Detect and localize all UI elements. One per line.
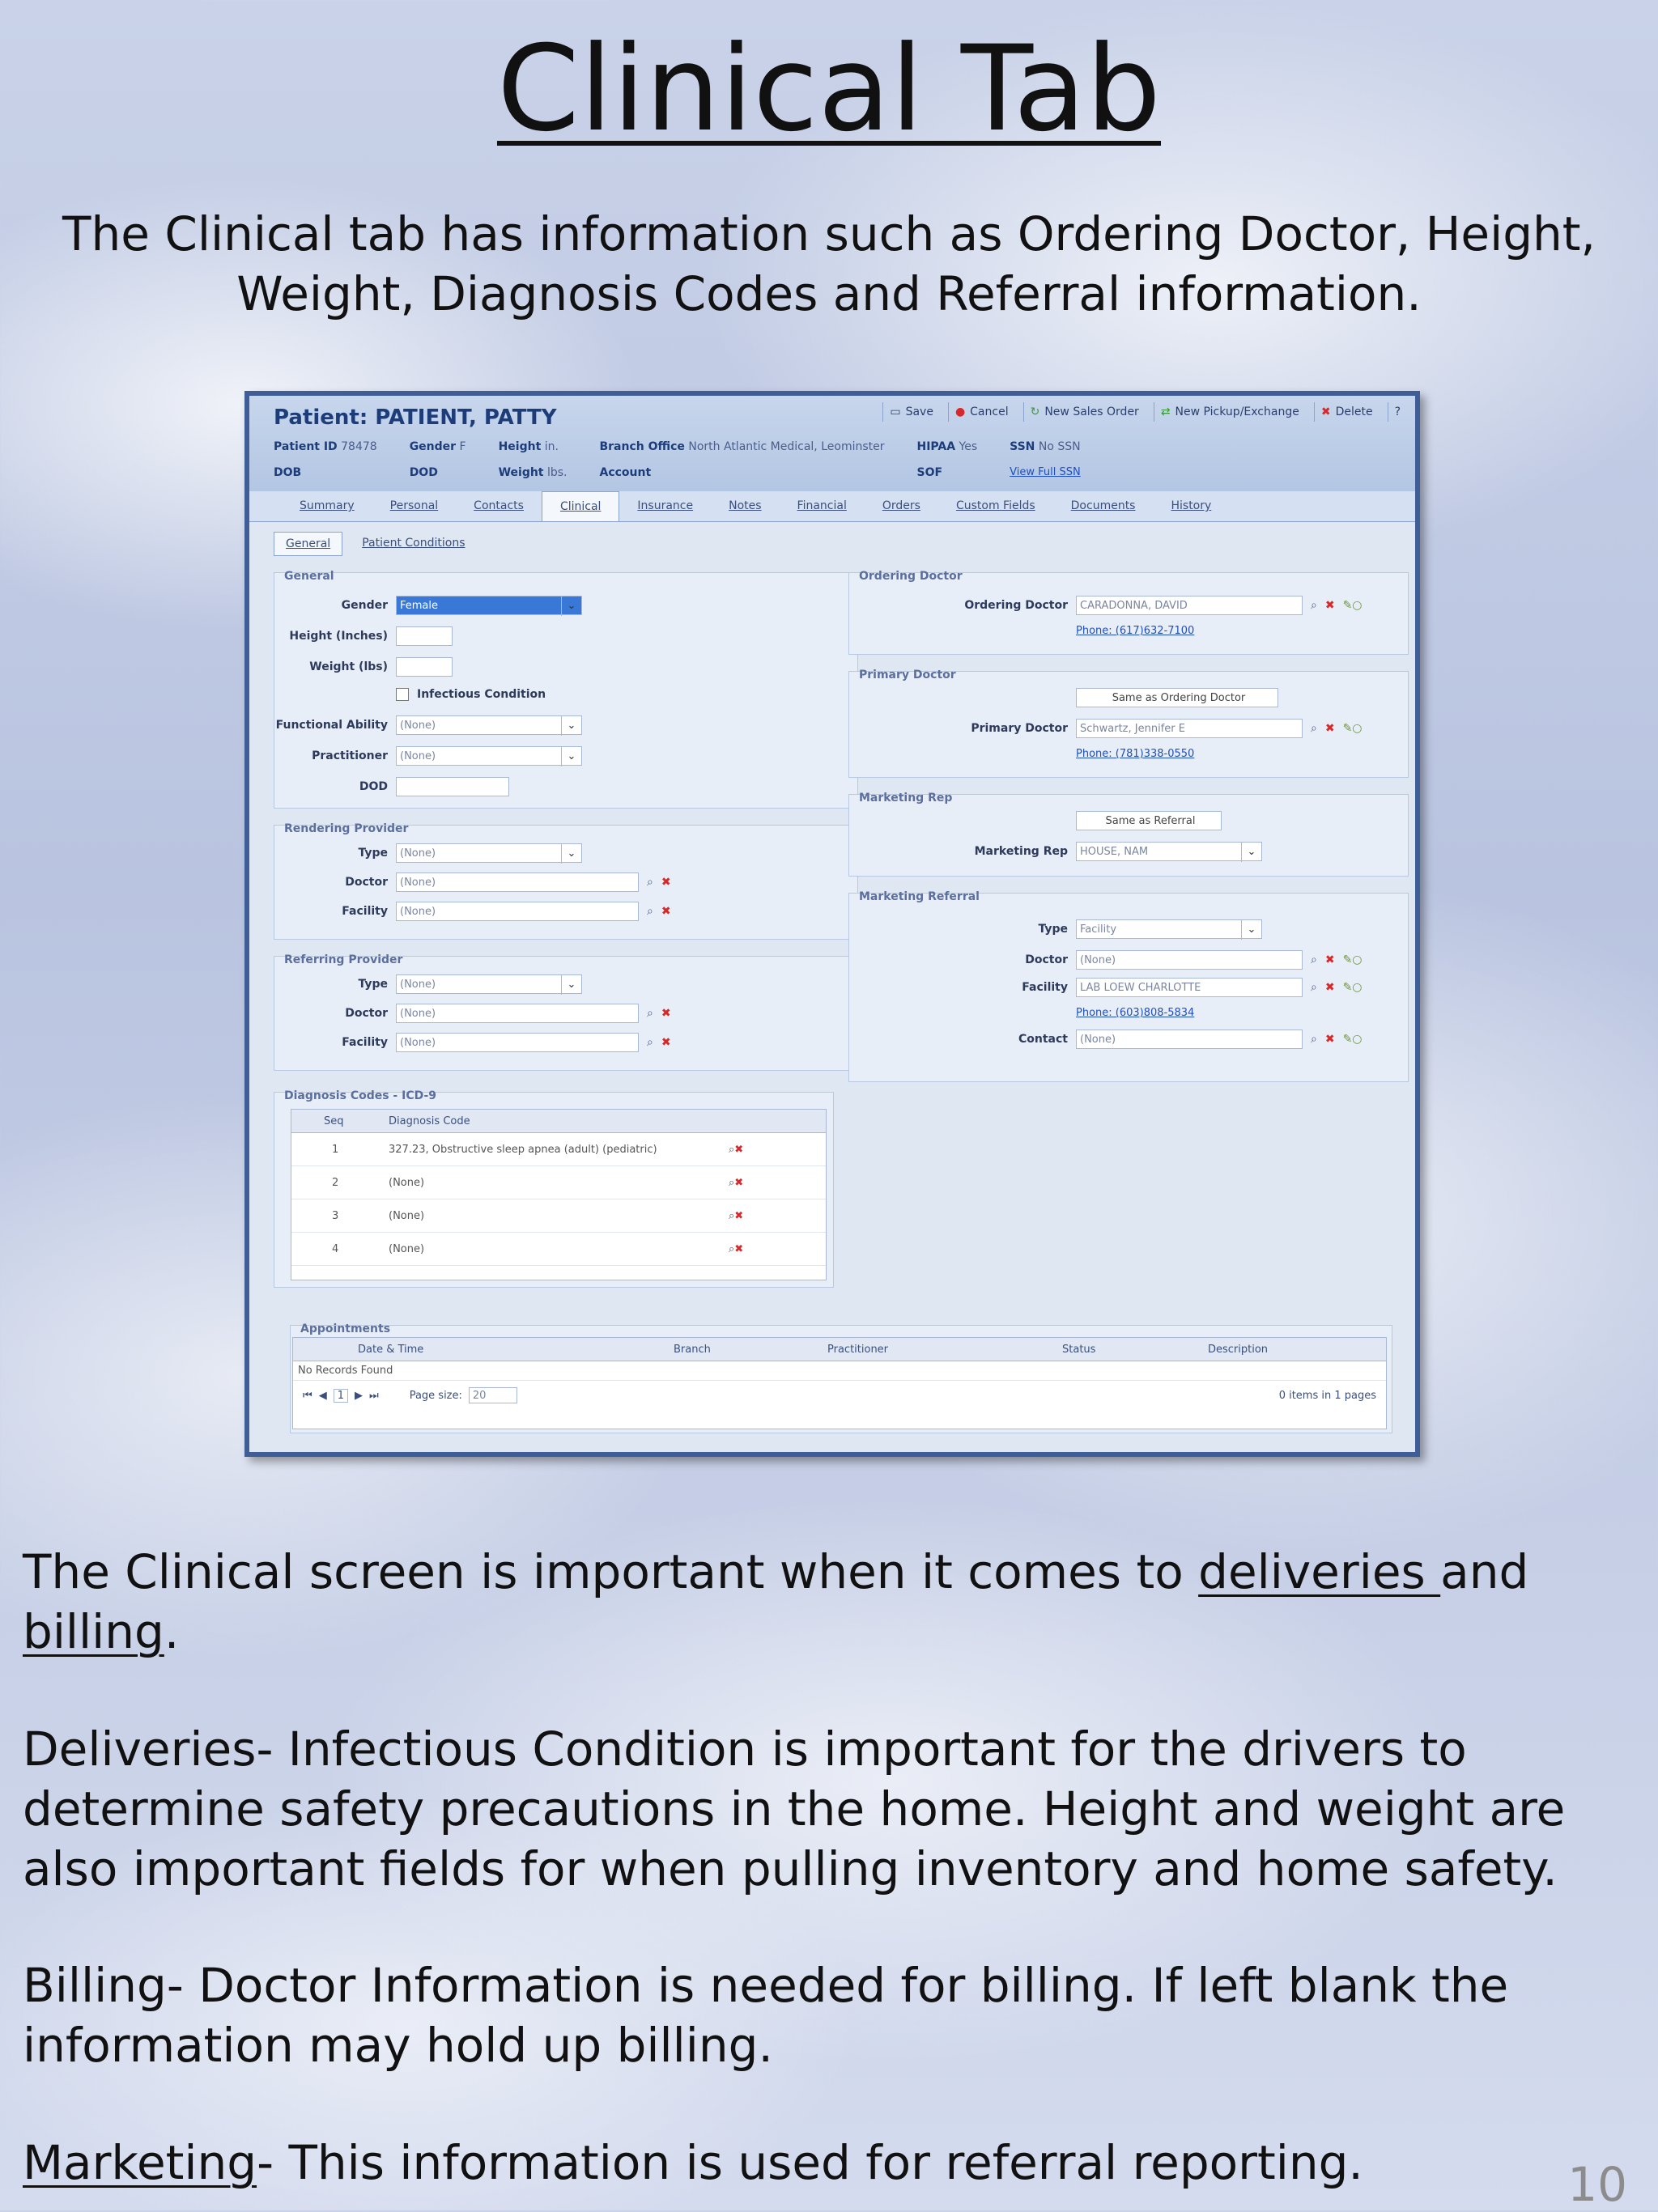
referral-contact-input[interactable]: (None) [1076,1030,1303,1049]
delete-icon: ✖ [1320,405,1331,418]
same-as-referral-button[interactable]: Same as Referral [1076,811,1222,830]
edit-icon[interactable]: ✎○ [1342,981,1363,994]
search-icon[interactable]: ⌕ [1311,1033,1317,1046]
weight-input[interactable] [396,657,453,677]
primary-doctor-input[interactable]: Schwartz, Jennifer E [1076,719,1303,738]
cancel-icon: ● [954,405,966,418]
diagnosis-codes-panel: Diagnosis Codes - ICD-9 Seq Diagnosis Code 1 327.23, Obstructive sleep apnea (adult) (pediatric) ⌕ ✖ 2 (None) ⌕ ✖ 3 (None) ⌕ ✖ 4 (None) ⌕ ✖ [274,1092,834,1288]
rendering-type-select[interactable]: (None) ⌄ [396,843,582,863]
clear-icon[interactable]: ✖ [1324,599,1335,612]
referral-facility-input[interactable]: LAB LOEW CHARLOTTE [1076,978,1303,997]
clear-icon[interactable]: ✖ [661,905,671,918]
paragraph-deliveries: Deliveries- Infectious Condition is important for the drivers to determine safety precautions in the home. Height and weight are also important fields for when pulling inventory and home safety. [23,1722,1566,1896]
tab-orders[interactable]: Orders [882,499,920,512]
search-icon: ⌕ [729,1209,735,1222]
rendering-provider-panel: Rendering Provider Type (None) ⌄ Doctor (None) ⌕ ✖ Facility (None) ⌕ ✖ [274,825,858,940]
patient-title: Patient: PATIENT, PATTY [274,405,557,430]
save-icon: ▭ [890,405,901,418]
search-icon[interactable]: ⌕ [647,1036,653,1049]
gender-select[interactable]: Female ⌄ [396,596,582,615]
cancel-button[interactable]: ● Cancel [948,402,1015,422]
tab-history[interactable]: History [1171,499,1212,512]
no-records-text: No Records Found [293,1361,1386,1381]
clear-icon[interactable]: ✖ [1324,1033,1335,1046]
tab-notes[interactable]: Notes [729,499,762,512]
clinical-subtabs [274,532,477,556]
marketing-rep-panel: Marketing Rep Same as Referral Marketing Rep HOUSE, NAM ⌄ [848,794,1409,877]
patient-summary-row: Patient ID 78478 DOB Gender F DOD Height in. Weight lbs. Branch Office North Atlantic Medical, Leominster Account HIPAA Yes SOF SSN No SSN View Full SSN [274,440,1081,479]
help-button[interactable]: ? [1388,402,1407,422]
clear-icon[interactable]: ✖ [1324,981,1335,994]
referral-doctor-input[interactable]: (None) [1076,950,1303,970]
height-input[interactable] [396,626,453,646]
new-sales-order-button[interactable]: ↻ New Sales Order [1023,402,1146,422]
search-icon: ⌕ [729,1242,735,1255]
prev-page-icon[interactable]: ◀ [318,1389,327,1402]
search-icon[interactable]: ⌕ [647,905,653,918]
paragraph-marketing: Marketing- This information is used for referral reporting. [23,2135,1363,2190]
delete-icon: ✖ [734,1209,744,1222]
patient-tabs [249,491,1415,522]
tab-custom-fields[interactable]: Custom Fields [955,499,1035,512]
table-row[interactable]: 4 (None) ⌕ ✖ [291,1233,826,1266]
slide-title: Clinical Tab [496,20,1162,158]
toolbar [882,402,1407,422]
save-button[interactable]: ▭ Save [882,402,940,422]
deliveries-term: deliveries [1198,1544,1441,1599]
practitioner-select[interactable]: (None) ⌄ [396,746,582,766]
last-page-icon[interactable]: ⏭ [368,1389,379,1402]
appointments-grid: Date & Time Branch Practitioner Status Description No Records Found ⏮ ◀ 1 ▶ ⏭ Page size: 20 0 items in 1 pages [292,1337,1387,1429]
search-icon: ⌕ [729,1176,735,1189]
edit-icon[interactable]: ✎○ [1342,722,1363,735]
primary-doctor-panel: Primary Doctor Same as Ordering Doctor Primary Doctor Schwartz, Jennifer E ⌕ ✖ ✎○ Phone: (781)338-0550 [848,671,1409,778]
appointments-panel: Appointments Date & Time Branch Practitioner Status Description No Records Found ⏮ ◀ 1 ▶ ⏭ Page size: 20 0 items in 1 pages [290,1325,1392,1433]
ordering-doctor-phone[interactable]: Phone: (617)632-7100 [1076,625,1195,637]
tab-documents[interactable]: Documents [1070,499,1136,512]
patient-header [249,396,1415,493]
tab-financial[interactable]: Financial [797,499,847,512]
table-row[interactable]: 1 327.23, Obstructive sleep apnea (adult) (pediatric) ⌕ ✖ [291,1133,826,1166]
diagnosis-grid: Seq Diagnosis Code 1 327.23, Obstructive sleep apnea (adult) (pediatric) ⌕ ✖ 2 (None) ⌕ ✖ 3 (None) ⌕ ✖ 4 (None) ⌕ ✖ [291,1109,827,1280]
dod-input[interactable] [396,777,509,796]
view-full-ssn-link[interactable]: View Full SSN [1010,466,1081,478]
search-icon[interactable]: ⌕ [647,1007,653,1020]
tab-summary[interactable]: Summary [300,499,355,512]
slide-intro: The Clinical tab has information such as Ordering Doctor, Height, Weight, Diagnosis Codes and Referral information. [62,206,1596,321]
next-page-icon[interactable]: ▶ [354,1389,363,1402]
paragraph-billing: Billing- Doctor Information is needed for billing. If left blank the information may hold up billing. [23,1958,1509,2073]
clear-icon[interactable]: ✖ [661,1036,671,1049]
paragraph-importance: The Clinical screen is important when it comes to deliveries and billing. [23,1544,1529,1659]
clear-icon[interactable]: ✖ [1324,953,1335,966]
clear-icon[interactable]: ✖ [1324,722,1335,735]
subtab-general[interactable]: General [274,532,342,556]
clear-icon[interactable]: ✖ [661,1007,671,1020]
referring-facility-input[interactable]: (None) [396,1033,639,1052]
subtab-patient-conditions[interactable]: Patient Conditions [362,537,466,550]
tab-personal[interactable]: Personal [389,499,439,512]
delete-button[interactable]: ✖ Delete [1314,402,1380,422]
marketing-rep-select[interactable]: HOUSE, NAM ⌄ [1076,842,1262,861]
referring-doctor-input[interactable]: (None) [396,1004,639,1023]
search-icon[interactable]: ⌕ [1311,722,1317,735]
search-icon: ⌕ [729,1143,735,1156]
edit-icon[interactable]: ✎○ [1342,599,1363,612]
billing-term: billing [23,1604,164,1659]
clear-icon[interactable]: ✖ [661,876,671,889]
rendering-doctor-input[interactable]: (None) [396,872,639,892]
search-icon[interactable]: ⌕ [647,876,653,889]
functional-ability-select[interactable]: (None) ⌄ [396,715,582,735]
table-row[interactable]: 2 (None) ⌕ ✖ [291,1166,826,1199]
first-page-icon[interactable]: ⏮ [303,1389,312,1402]
same-as-ordering-button[interactable]: Same as Ordering Doctor [1076,688,1278,707]
referral-phone[interactable]: Phone: (603)808-5834 [1076,1007,1195,1019]
page-size-select[interactable]: 20 [469,1387,517,1403]
tab-contacts[interactable]: Contacts [474,499,524,512]
page-number-label: 10 [1567,2157,1627,2212]
new-pickup-exchange-button[interactable]: ⇄ New Pickup/Exchange [1154,402,1306,422]
general-title: General [284,570,334,583]
primary-doctor-phone[interactable]: Phone: (781)338-0550 [1076,748,1195,760]
delete-icon: ✖ [734,1176,744,1189]
truck-icon: ⇄ [1160,405,1171,418]
tab-clinical[interactable]: Clinical [542,491,619,521]
marketing-term: Marketing [23,2135,257,2190]
edit-icon[interactable]: ✎○ [1342,1033,1363,1046]
ordering-doctor-panel: Ordering Doctor Ordering Doctor CARADONNA, DAVID ⌕ ✖ ✎○ Phone: (617)632-7100 [848,572,1409,655]
ordering-doctor-input[interactable]: CARADONNA, DAVID [1076,596,1303,615]
infectious-checkbox[interactable] [396,688,409,701]
clinical-tab-screenshot [244,391,1420,1457]
rendering-facility-input[interactable]: (None) [396,902,639,921]
general-panel: General Gender Female ⌄ Height (Inches) Weight (lbs) Infectious Condition Functional Ability (None) ⌄ Practitioner (None) ⌄ DOD [274,572,858,809]
table-row[interactable]: 3 (None) ⌕ ✖ [291,1199,826,1233]
marketing-referral-panel: Marketing Referral Type Facility ⌄ Doctor (None) ⌕ ✖ ✎○ Facility LAB LOEW CHARLOTTE ⌕ ✖ ✎○ Phone: (603)808-5834 Contact (None) ⌕ ✖ ✎○ [848,893,1409,1082]
referring-type-select[interactable]: (None) ⌄ [396,974,582,994]
search-icon[interactable]: ⌕ [1311,981,1317,994]
pager: ⏮ ◀ 1 ▶ ⏭ Page size: 20 0 items in 1 pages [293,1381,1386,1410]
delete-icon: ✖ [734,1143,744,1156]
refresh-icon: ↻ [1030,405,1040,418]
referral-type-select[interactable]: Facility ⌄ [1076,919,1262,939]
search-icon[interactable]: ⌕ [1311,953,1317,966]
tab-insurance[interactable]: Insurance [637,499,694,512]
edit-icon[interactable]: ✎○ [1342,953,1363,966]
page-number[interactable]: 1 [334,1389,348,1403]
search-icon[interactable]: ⌕ [1311,599,1317,612]
referring-provider-panel: Referring Provider Type (None) ⌄ Doctor (None) ⌕ ✖ Facility (None) ⌕ ✖ [274,956,858,1071]
delete-icon: ✖ [734,1242,744,1255]
